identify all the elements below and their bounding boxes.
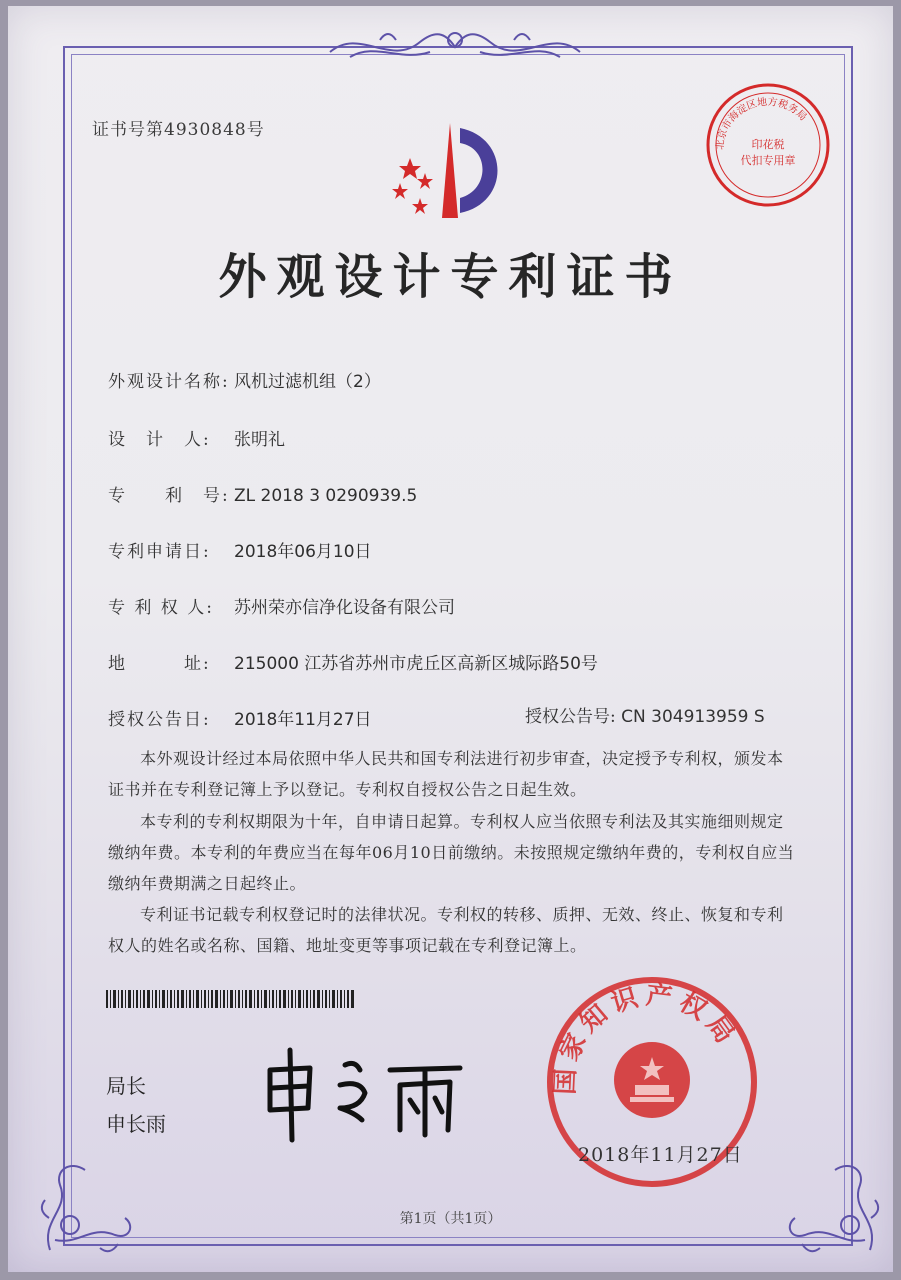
grant-number-label: 授权公告号: [525,707,616,727]
top-ornament [320,22,590,72]
barcode-icon [106,990,354,1008]
patent-number-field [108,481,417,506]
grant-date-label: 授权公告日: [108,710,211,730]
patent-number-label: 专 利 号: [108,486,230,506]
grant-date-value: 2018年11月27日 [234,710,372,730]
filing-date-label: 专利申请日: [108,542,211,562]
svg-text:印花税: 印花税 [751,138,785,151]
address-field [108,649,598,674]
designer-value: 张明礼 [234,430,285,450]
seal-date: 2018年11月27日 [578,1144,743,1166]
grant-date-field [108,705,372,730]
address-value: 215000 江苏省苏州市虎丘区高新区城际路50号 [234,654,598,674]
paragraph-3: 专利证书记载专利权登记时的法律状况。专利权的转移、质押、无效、终止、恢复和专利权人的姓名或名称、国籍、地址变更等事项记载在专利登记簿上。 [108,905,784,955]
bottom-left-ornament [30,1130,150,1260]
design-name-label: 外观设计名称: [108,372,230,392]
director-name: 申长雨 [106,1112,166,1136]
grant-number-field [525,702,765,727]
paragraph-2: 本专利的专利权期限为十年，自申请日起算。专利权人应当依照专利法及其实施细则规定缴纳年费。本专利的年费应当在每年06月10日前缴纳。未按照规定缴纳年费的，专利权自应当缴纳年费期满之日起终止。 [108,812,795,893]
design-name-value: 风机过滤机组（2） [234,372,381,392]
address-label: 地 址: [108,654,211,674]
designer-label: 设 计 人: [108,430,211,450]
filing-date-value: 2018年06月10日 [234,542,372,562]
page-footer: 第1页（共1页） [399,1211,502,1227]
certificate-number: 证书号第4930848号 [92,120,265,140]
patentee-field [108,593,455,618]
handwritten-signature-icon [250,1030,480,1150]
grant-number-value: CN 304913959 S [621,707,765,727]
bottom-right-ornament [770,1130,890,1260]
design-name-field [108,367,381,392]
tax-seal-icon [703,80,833,210]
svg-text:北京市海淀区地方税务局: 北京市海淀区地方税务局 [714,96,809,151]
patentee-label: 专 利 权 人: [108,598,214,618]
paragraph-1: 本外观设计经过本局依照中华人民共和国专利法进行初步审查，决定授予专利权，颁发本证书并在专利登记簿上予以登记。专利权自授权公告之日起生效。 [108,749,784,799]
designer-field [108,425,285,450]
cnipa-logo-icon [380,118,520,228]
page-title: 外观设计专利证书 [218,249,683,305]
filing-date-field [108,537,372,562]
seal-text: 国家知识产权局 [550,980,744,1096]
director-title: 局长 [106,1074,146,1098]
svg-text:代扣专用章: 代扣专用章 [740,154,796,167]
patentee-value: 苏州荣亦信净化设备有限公司 [234,598,455,618]
patent-number-value: ZL 2018 3 0290939.5 [234,486,418,506]
